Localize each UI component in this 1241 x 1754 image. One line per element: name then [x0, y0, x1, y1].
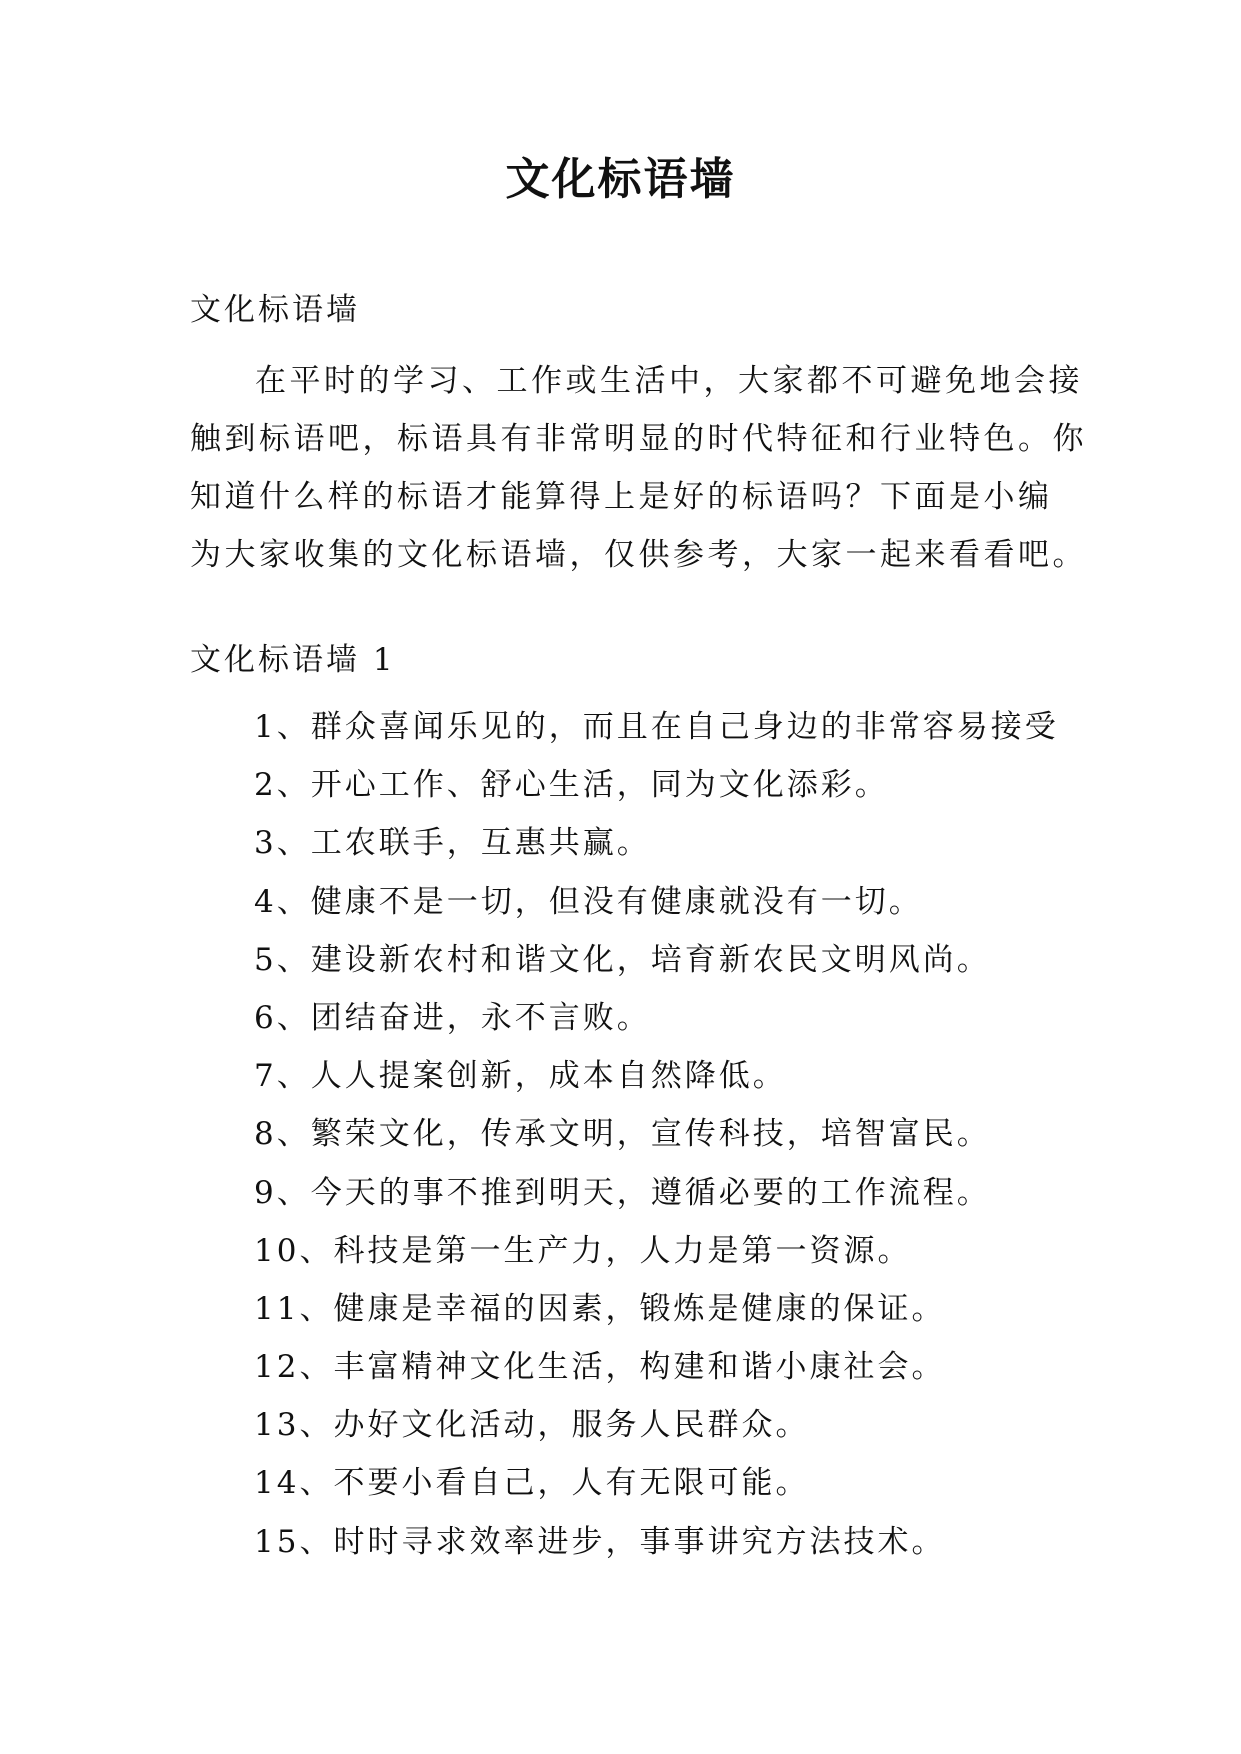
slogan-item: 13、办好文化活动，服务人民群众。	[254, 1407, 810, 1444]
document-title: 文化标语墙	[505, 154, 736, 205]
slogan-item: 15、时时寻求效率进步，事事讲究方法技术。	[254, 1523, 946, 1560]
intro-paragraph	[190, 352, 1087, 584]
intro-line: 在平时的学习、工作或生活中，大家都不可避免地会接	[255, 363, 1083, 399]
slogan-item: 5、建设新农村和谐文化，培育新农民文明风尚。	[254, 941, 991, 978]
slogan-item: 6、团结奋进，永不言败。	[254, 999, 651, 1036]
section-title: 文化标语墙 1	[190, 642, 396, 678]
slogan-item: 8、繁荣文化，传承文明，宣传科技，培智富民。	[254, 1116, 991, 1153]
slogan-list	[254, 698, 1059, 1571]
slogan-item: 9、今天的事不推到明天，遵循必要的工作流程。	[254, 1174, 991, 1211]
intro-line: 知道什么样的标语才能算得上是好的标语吗？下面是小编	[190, 479, 1053, 515]
slogan-item: 1、群众喜闻乐见的，而且在自己身边的非常容易接受	[254, 709, 1059, 745]
slogan-item: 2、开心工作、舒心生活，同为文化添彩。	[254, 767, 889, 804]
intro-line: 为大家收集的文化标语墙，仅供参考，大家一起来看看吧。	[190, 537, 1087, 573]
slogan-item: 14、不要小看自己，人有无限可能。	[254, 1465, 810, 1502]
slogan-item: 3、工农联手，互惠共赢。	[254, 825, 651, 862]
intro-line: 触到标语吧，标语具有非常明显的时代特征和行业特色。你	[190, 421, 1087, 457]
document-subheading: 文化标语墙	[190, 292, 360, 328]
slogan-item: 4、健康不是一切，但没有健康就没有一切。	[254, 883, 923, 920]
slogan-item: 11、健康是幸福的因素，锻炼是健康的保证。	[254, 1290, 946, 1327]
slogan-item: 12、丰富精神文化生活，构建和谐小康社会。	[254, 1349, 946, 1386]
slogan-item: 10、科技是第一生产力，人力是第一资源。	[254, 1232, 912, 1269]
slogan-item: 7、人人提案创新，成本自然降低。	[254, 1058, 787, 1095]
